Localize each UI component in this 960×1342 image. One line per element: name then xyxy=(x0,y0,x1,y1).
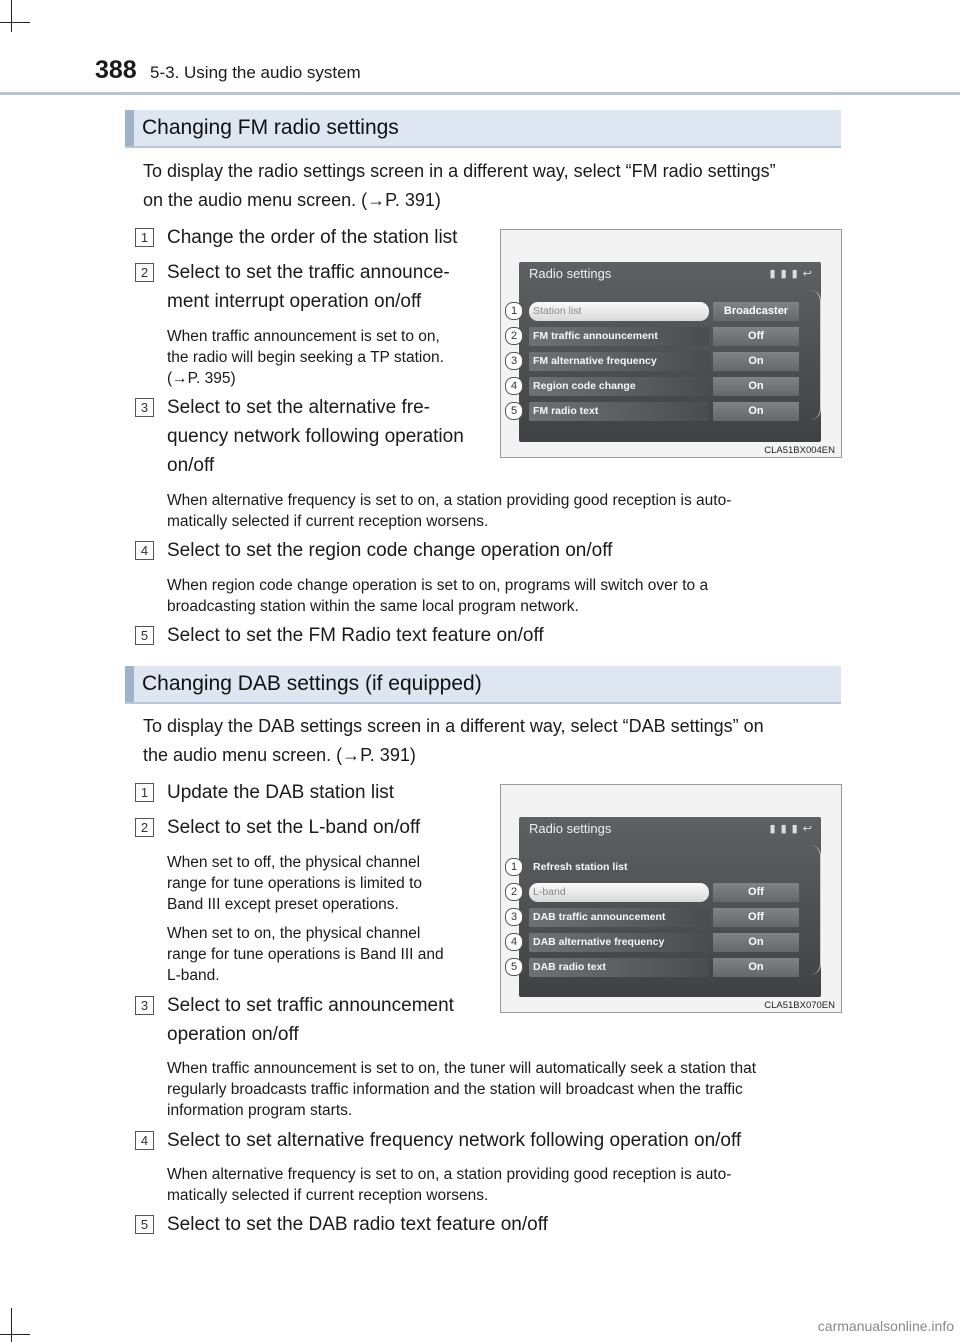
callout-badge: 1 xyxy=(505,302,523,320)
item-text: Update the DAB station list xyxy=(167,782,395,803)
chapter-title: 5-3. Using the audio system xyxy=(150,63,361,82)
scroll-curve xyxy=(810,290,821,420)
crop-mark xyxy=(0,1334,30,1335)
crop-mark xyxy=(0,22,30,23)
row-value: On xyxy=(713,402,799,421)
settings-row[interactable] xyxy=(529,858,794,877)
item-note: Band III except preset operations. xyxy=(167,896,399,913)
row-label: Refresh station list xyxy=(533,861,628,873)
item-text: operation on/off xyxy=(167,1024,299,1045)
row-value: Off xyxy=(713,327,799,346)
callout-badge: 3 xyxy=(505,908,523,926)
watermark: carmanualsonline.info xyxy=(817,1318,954,1334)
row-value: On xyxy=(713,933,799,952)
dab-radio-settings-screen xyxy=(500,784,842,1013)
settings-row[interactable] xyxy=(529,402,794,421)
callout-badge: 2 xyxy=(505,327,523,345)
settings-row[interactable] xyxy=(529,352,794,371)
item-note: When set to on, the physical channel xyxy=(167,925,421,942)
item-note: range for tune operations is Band III and xyxy=(167,946,444,963)
row-label: Station list xyxy=(529,302,709,321)
status-icons: ▮ ▮ ▮ ↩ xyxy=(769,268,813,280)
item-note: When traffic announcement is set to on, the tuner will automatically seek a station that xyxy=(167,1060,757,1077)
item-note: matically selected if current reception worsens. xyxy=(167,1187,489,1204)
callout-badge: 5 xyxy=(505,402,523,420)
item-note: information program starts. xyxy=(167,1102,353,1119)
header-rule xyxy=(0,92,960,95)
row-value: Off xyxy=(713,908,799,927)
item-number: 5 xyxy=(135,1215,154,1234)
section-title: Changing FM radio settings xyxy=(142,116,399,139)
item-note: matically selected if current reception worsens. xyxy=(167,513,489,530)
status-icons: ▮ ▮ ▮ ↩ xyxy=(769,823,813,835)
item-text: Select to set the traffic announce- xyxy=(167,262,450,283)
intro-line: the audio menu screen. (→P. 391) xyxy=(143,745,416,765)
section-header-dab xyxy=(125,666,841,702)
item-number: 1 xyxy=(135,783,154,802)
section-title: Changing DAB settings (if equipped) xyxy=(142,672,482,695)
row-label: DAB radio text xyxy=(529,958,709,977)
item-note: When alternative frequency is set to on, a station providing good reception is auto- xyxy=(167,1166,732,1183)
settings-row[interactable] xyxy=(529,327,794,346)
section-header-fm xyxy=(125,110,841,146)
row-label: DAB traffic announcement xyxy=(529,908,709,927)
crop-mark xyxy=(11,1308,12,1342)
screen-panel xyxy=(519,262,821,442)
item-number: 2 xyxy=(135,263,154,282)
screen-title: Radio settings xyxy=(529,266,612,281)
item-text: on/off xyxy=(167,455,215,476)
item-number: 5 xyxy=(135,626,154,645)
item-number: 4 xyxy=(135,1131,154,1150)
callout-badge: 2 xyxy=(505,883,523,901)
callout-badge: 5 xyxy=(505,958,523,976)
settings-row[interactable] xyxy=(529,908,794,927)
row-value: On xyxy=(713,352,799,371)
item-note: broadcasting station within the same local program network. xyxy=(167,598,579,615)
screen-title: Radio settings xyxy=(529,821,612,836)
item-text: Select to set the DAB radio text feature on/off xyxy=(167,1214,548,1235)
settings-row[interactable] xyxy=(529,958,794,977)
item-number: 3 xyxy=(135,996,154,1015)
item-text: ment interrupt operation on/off xyxy=(167,291,422,312)
item-text: Select to set alternative frequency network following operation on/off xyxy=(167,1130,742,1151)
settings-row[interactable] xyxy=(529,883,794,902)
intro-line: To display the radio settings screen in a different way, select “FM radio settings” xyxy=(143,161,776,181)
item-number: 1 xyxy=(135,228,154,247)
item-note: the radio will begin seeking a TP station. xyxy=(167,349,444,366)
screen-panel xyxy=(519,817,821,997)
item-text: Select to set the region code change operation on/off xyxy=(167,540,613,561)
callout-badge: 1 xyxy=(505,858,523,876)
fm-radio-settings-screen xyxy=(500,229,842,458)
row-label: DAB alternative frequency xyxy=(529,933,709,952)
item-note: When region code change operation is set to on, programs will switch over to a xyxy=(167,577,709,594)
callout-badge: 4 xyxy=(505,933,523,951)
page-number: 388 xyxy=(95,56,137,84)
row-value: Broadcaster xyxy=(713,302,799,321)
row-label: L-band xyxy=(529,883,709,902)
callout-badge: 4 xyxy=(505,377,523,395)
item-note: regularly broadcasts traffic information and the station will broadcast when the traffic xyxy=(167,1081,743,1098)
settings-row[interactable] xyxy=(529,377,794,396)
intro-line: To display the DAB settings screen in a different way, select “DAB settings” on xyxy=(143,716,764,736)
row-label: FM traffic announcement xyxy=(529,327,709,346)
item-text: Change the order of the station list xyxy=(167,227,458,248)
item-note: When alternative frequency is set to on, a station providing good reception is auto- xyxy=(167,492,732,509)
item-note: L-band. xyxy=(167,967,220,984)
item-note: When traffic announcement is set to on, xyxy=(167,328,440,345)
item-note: (→P. 395) xyxy=(167,370,236,387)
figure-code: CLA51BX004EN xyxy=(764,445,835,456)
section-rule xyxy=(125,702,841,704)
row-label: FM radio text xyxy=(529,402,709,421)
section-rule xyxy=(125,146,841,148)
item-number: 4 xyxy=(135,541,154,560)
item-note: range for tune operations is limited to xyxy=(167,875,423,892)
item-text: Select to set traffic announcement xyxy=(167,995,454,1016)
item-text: quency network following operation xyxy=(167,426,464,447)
row-label: Region code change xyxy=(529,377,709,396)
settings-row[interactable] xyxy=(529,933,794,952)
item-number: 2 xyxy=(135,818,154,837)
row-value: Off xyxy=(713,883,799,902)
row-label: FM alternative frequency xyxy=(529,352,709,371)
scroll-curve xyxy=(810,845,821,975)
row-value: On xyxy=(713,377,799,396)
item-text: Select to set the FM Radio text feature on/off xyxy=(167,625,544,646)
item-number: 3 xyxy=(135,398,154,417)
row-value: On xyxy=(713,958,799,977)
settings-row[interactable] xyxy=(529,302,794,321)
item-note: When set to off, the physical channel xyxy=(167,854,421,871)
intro-line: on the audio menu screen. (→P. 391) xyxy=(143,190,441,210)
crop-mark xyxy=(11,0,12,32)
item-text: Select to set the L-band on/off xyxy=(167,817,421,838)
figure-code: CLA51BX070EN xyxy=(764,1000,835,1011)
callout-badge: 3 xyxy=(505,352,523,370)
item-text: Select to set the alternative fre- xyxy=(167,397,430,418)
